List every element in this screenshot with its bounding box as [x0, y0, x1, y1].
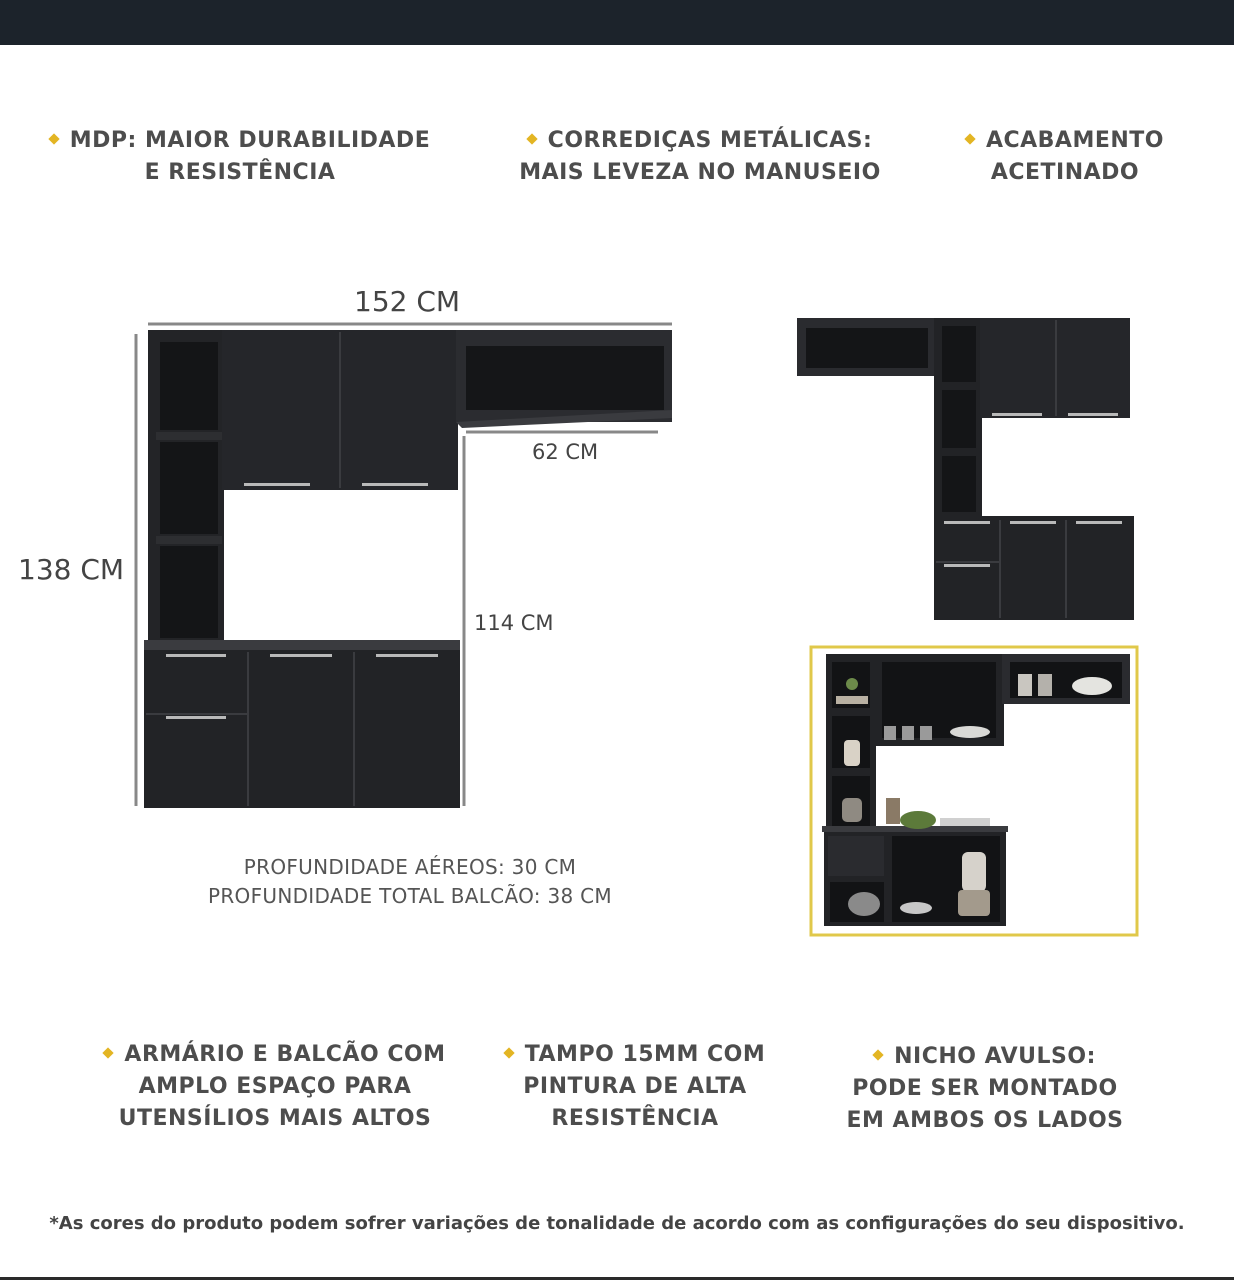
color-disclaimer: *As cores do produto podem sofrer variações de tonalidade de acordo com as configurações do seu dispositivo.	[49, 1213, 1185, 1234]
feature-corredicas: CORREDIÇAS METÁLICAS: MAIS LEVEZA NO MANUSEIO	[519, 128, 881, 185]
dimension-middle-height-label: 114 CM	[474, 611, 554, 635]
feature-mdp: MDP: MAIOR DURABILIDADE E RESISTÊNCIA	[40, 125, 440, 189]
kitchen-main-drawing	[144, 330, 672, 808]
depth-counter-text: PROFUNDIDADE TOTAL BALCÃO: 38 CM	[208, 884, 612, 908]
diamond-bullet-icon	[103, 1047, 114, 1058]
feature-armario: ARMÁRIO E BALCÃO COM AMPLO ESPAÇO PARA UTENSÍLIOS MAIS ALTOS	[80, 1039, 470, 1135]
depth-info	[150, 853, 670, 911]
depth-upper-text: PROFUNDIDADE AÉREOS: 30 CM	[243, 855, 577, 879]
diamond-bullet-icon	[503, 1047, 514, 1058]
kitchen-mirrored-drawing	[797, 318, 1134, 620]
feature-nicho: NICHO AVULSO: PODE SER MONTADO EM AMBOS OS LADOS	[846, 1044, 1124, 1133]
dimension-total-height-label: 138 CM	[18, 553, 125, 586]
dimension-niche-width-label: 62 CM	[532, 440, 599, 464]
feature-acabamento: ACABAMENTO ACETINADO	[950, 125, 1180, 189]
dimension-total-width-label: 152 CM	[354, 285, 461, 318]
kitchen-open-version-image	[811, 647, 1137, 935]
diamond-bullet-icon	[872, 1049, 883, 1060]
feature-tampo: TAMPO 15MM COM PINTURA DE ALTA RESISTÊNCIA	[480, 1039, 790, 1135]
